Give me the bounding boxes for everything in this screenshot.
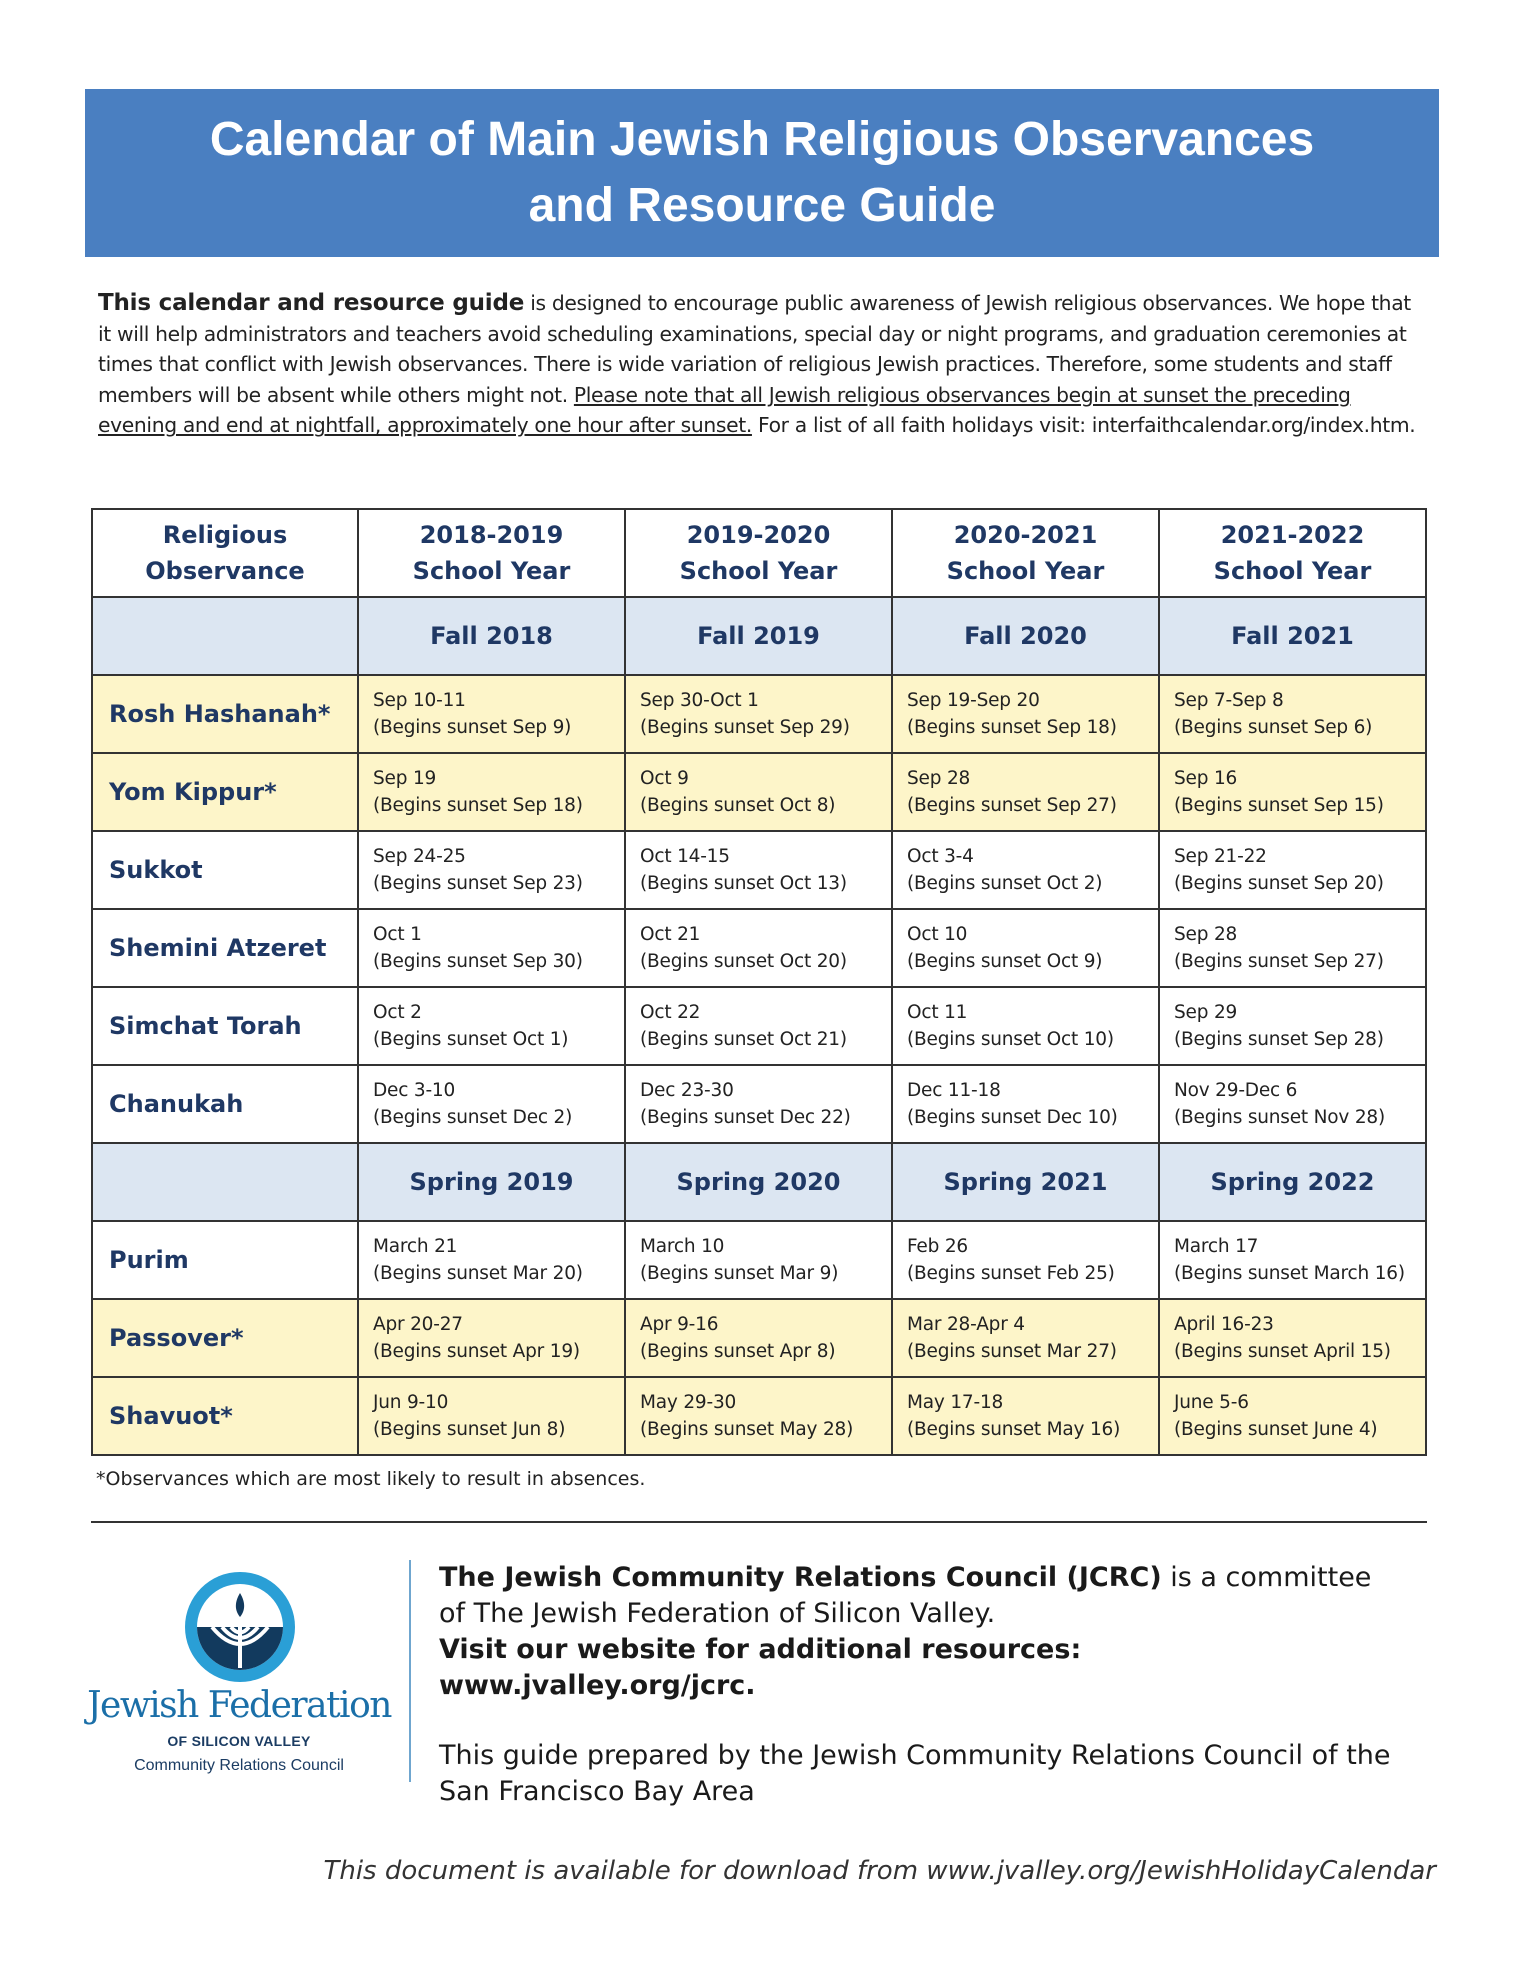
season-label: Fall 2018 (358, 597, 625, 675)
observance-begins: (Begins sunset Oct 9) (907, 951, 1103, 972)
observance-date-cell (1159, 1065, 1426, 1143)
observance-date-cell (625, 1299, 892, 1377)
header-observance-line: Observance (145, 557, 305, 585)
jcrc-description: is a committee of The Jewish Federation of Silicon Valley. (439, 1562, 1372, 1629)
observance-begins: (Begins sunset Mar 9) (640, 1263, 839, 1284)
title-banner (85, 89, 1439, 257)
table-row (92, 909, 1426, 987)
season-label: Fall 2021 (1159, 597, 1426, 675)
header-year-line: School Year (412, 557, 571, 585)
observance-begins: (Begins sunset Dec 2) (373, 1107, 573, 1128)
observance-dates: Oct 9 (640, 768, 689, 789)
season-label: Spring 2019 (358, 1143, 625, 1221)
observance-name: Yom Kippur* (92, 753, 358, 831)
season-label: Spring 2021 (892, 1143, 1159, 1221)
observance-begins: (Begins sunset Oct 10) (907, 1029, 1114, 1050)
observance-date-cell (1159, 831, 1426, 909)
observance-date-cell (1159, 1299, 1426, 1377)
observance-date-cell (892, 831, 1159, 909)
season-row-spring (92, 1143, 1426, 1221)
observance-begins: (Begins sunset June 4) (1174, 1419, 1378, 1440)
logo-wordmark: Jewish Federation (87, 1685, 391, 1726)
observance-dates: Oct 10 (907, 924, 968, 945)
observance-dates: Sep 16 (1174, 768, 1238, 789)
observance-begins: (Begins sunset Oct 1) (373, 1029, 569, 1050)
header-year-line: 2018-2019 (419, 521, 564, 549)
observance-dates: Dec 23-30 (640, 1080, 734, 1101)
header-year-line: School Year (1213, 557, 1372, 585)
table-row (92, 1221, 1426, 1299)
season-empty-cell (92, 597, 358, 675)
observance-name: Chanukah (92, 1065, 358, 1143)
menorah-circle-icon (84, 1565, 396, 1690)
observance-date-cell (625, 675, 892, 753)
observance-begins: (Begins sunset Sep 23) (373, 873, 583, 894)
header-year-line: School Year (679, 557, 838, 585)
observance-dates: Oct 21 (640, 924, 701, 945)
observance-date-cell (625, 987, 892, 1065)
observance-begins: (Begins sunset May 28) (640, 1419, 854, 1440)
season-label: Spring 2020 (625, 1143, 892, 1221)
observance-dates: Sep 24-25 (373, 846, 466, 867)
observance-begins: (Begins sunset Sep 18) (373, 795, 583, 816)
observance-dates: March 21 (373, 1236, 458, 1257)
logo-subtitle: OF SILICON VALLEY (167, 1733, 311, 1749)
observance-begins: (Begins sunset Mar 27) (907, 1341, 1117, 1362)
observance-date-cell (892, 909, 1159, 987)
observance-dates: Oct 14-15 (640, 846, 730, 867)
observance-begins: (Begins sunset Oct 21) (640, 1029, 847, 1050)
observance-date-cell (358, 909, 625, 987)
observance-name: Shavuot* (92, 1377, 358, 1455)
observance-begins: (Begins sunset Mar 20) (373, 1263, 583, 1284)
observance-date-cell (892, 1065, 1159, 1143)
footnote: *Observances which are most likely to result in absences. (96, 1468, 646, 1490)
observance-dates: Sep 30-Oct 1 (640, 690, 759, 711)
season-label: Fall 2020 (892, 597, 1159, 675)
observance-dates: Mar 28-Apr 4 (907, 1314, 1025, 1335)
footer-separator (409, 1560, 411, 1782)
header-year-line: 2021-2022 (1220, 521, 1365, 549)
jcrc-website[interactable]: Visit our website for additional resources: www.jvalley.org/jcrc. (439, 1634, 1082, 1701)
observance-date-cell (358, 1377, 625, 1455)
observance-dates: Apr 9-16 (640, 1314, 719, 1335)
observance-begins: (Begins sunset Sep 28) (1174, 1029, 1384, 1050)
title-line-1: Calendar of Main Jewish Religious Observances (209, 113, 1315, 166)
observance-dates: Sep 19 (373, 768, 437, 789)
table-row (92, 987, 1426, 1065)
observance-dates: Nov 29-Dec 6 (1174, 1080, 1298, 1101)
observance-name: Rosh Hashanah* (92, 675, 358, 753)
header-observance-line: Religious (162, 521, 288, 549)
observance-begins: (Begins sunset March 16) (1174, 1263, 1405, 1284)
observance-dates: June 5-6 (1174, 1392, 1249, 1413)
observance-dates: Feb 26 (907, 1236, 968, 1257)
observance-dates: Sep 21-22 (1174, 846, 1267, 867)
observance-dates: Oct 3-4 (907, 846, 974, 867)
observance-dates: Sep 28 (907, 768, 971, 789)
header-year-line: 2020-2021 (953, 521, 1098, 549)
observance-date-cell (892, 675, 1159, 753)
download-note: This document is available for download from www.jvalley.org/JewishHolidayCalendar (323, 1856, 1436, 1886)
observance-begins: (Begins sunset Sep 6) (1174, 717, 1373, 738)
header-school-year (358, 509, 625, 597)
observance-date-cell (358, 831, 625, 909)
jcrc-prepared-by: This guide prepared by the Jewish Community Relations Council of the San Francisco Bay Area (439, 1740, 1391, 1807)
observance-begins: (Begins sunset Nov 28) (1174, 1107, 1386, 1128)
observance-date-cell (1159, 753, 1426, 831)
observance-dates: March 17 (1174, 1236, 1259, 1257)
divider (91, 1521, 1427, 1523)
observance-date-cell (892, 1299, 1159, 1377)
observance-dates: Sep 29 (1174, 1002, 1238, 1023)
observance-dates: Oct 1 (373, 924, 422, 945)
observance-date-cell (1159, 1377, 1426, 1455)
header-year-line: School Year (946, 557, 1105, 585)
observance-date-cell (625, 909, 892, 987)
observance-date-cell (625, 831, 892, 909)
season-label: Fall 2019 (625, 597, 892, 675)
intro-text: is designed to encourage public awareness of Jewish religious observances. We hope that it will help administrators and teachers avoid scheduling examinations, special day or night programs, and graduation ceremonies at times that conflict with Jewish observances. There is wide variation of religious Jewish practices. Therefore, some students and staff members will be absent while others might not. (98, 291, 1411, 407)
observance-date-cell (1159, 909, 1426, 987)
intro-lead: This calendar and resource guide (98, 290, 525, 316)
observance-name: Purim (92, 1221, 358, 1299)
observance-dates: Sep 10-11 (373, 690, 466, 711)
table-row (92, 831, 1426, 909)
table-header-row (92, 509, 1426, 597)
observance-dates: Sep 19-Sep 20 (907, 690, 1040, 711)
observance-begins: (Begins sunset Oct 8) (640, 795, 836, 816)
observance-dates: Apr 20-27 (373, 1314, 463, 1335)
observance-date-cell (892, 987, 1159, 1065)
observance-name: Simchat Torah (92, 987, 358, 1065)
intro-paragraph (98, 288, 1418, 441)
observance-date-cell (358, 753, 625, 831)
observance-dates: Oct 22 (640, 1002, 701, 1023)
observance-dates: Jun 9-10 (373, 1392, 449, 1413)
observance-name: Sukkot (92, 831, 358, 909)
observance-begins: (Begins sunset Sep 27) (1174, 951, 1384, 972)
observance-dates: Dec 11-18 (907, 1080, 1001, 1101)
observance-dates: May 17-18 (907, 1392, 1004, 1413)
observance-date-cell (625, 1377, 892, 1455)
intro-sunset-note: Please note that all Jewish religious observances begin at sunset the preceding evening and end at nightfall, approximately one hour after sunset. (98, 382, 1351, 438)
table-row (92, 675, 1426, 753)
observance-dates: Dec 3-10 (373, 1080, 456, 1101)
observance-date-cell (1159, 675, 1426, 753)
observance-dates: April 16-23 (1174, 1314, 1274, 1335)
observance-date-cell (1159, 1221, 1426, 1299)
intro-tail: For a list of all faith holidays visit: interfaithcalendar.org/index.htm. (751, 413, 1416, 438)
observance-begins: (Begins sunset Apr 19) (373, 1341, 580, 1362)
observance-dates: Oct 11 (907, 1002, 968, 1023)
jewish-federation-logo (84, 1565, 396, 1785)
observance-begins: (Begins sunset Dec 10) (907, 1107, 1118, 1128)
observance-dates: Sep 28 (1174, 924, 1238, 945)
observance-begins: (Begins sunset Oct 2) (907, 873, 1103, 894)
observance-date-cell (358, 1221, 625, 1299)
season-row-fall (92, 597, 1426, 675)
observance-begins: (Begins sunset Sep 29) (640, 717, 850, 738)
observance-begins: (Begins sunset Sep 18) (907, 717, 1117, 738)
header-observance (92, 509, 358, 597)
header-school-year (1159, 509, 1426, 597)
table-row (92, 1299, 1426, 1377)
observance-date-cell (892, 1377, 1159, 1455)
observance-name: Passover* (92, 1299, 358, 1377)
season-empty-cell (92, 1143, 358, 1221)
table-row (92, 1377, 1426, 1455)
observance-begins: (Begins sunset Oct 13) (640, 873, 847, 894)
observance-begins: (Begins sunset Apr 8) (640, 1341, 836, 1362)
observance-begins: (Begins sunset Sep 9) (373, 717, 572, 738)
observance-date-cell (625, 1221, 892, 1299)
observance-date-cell (358, 987, 625, 1065)
observance-date-cell (1159, 987, 1426, 1065)
header-school-year (892, 509, 1159, 597)
observance-begins: (Begins sunset Jun 8) (373, 1419, 566, 1440)
header-year-line: 2019-2020 (686, 521, 831, 549)
observance-begins: (Begins sunset Oct 20) (640, 951, 847, 972)
observance-dates: March 10 (640, 1236, 725, 1257)
header-school-year (625, 509, 892, 597)
observance-begins: (Begins sunset Sep 20) (1174, 873, 1384, 894)
observance-date-cell (358, 1065, 625, 1143)
observance-dates: May 29-30 (640, 1392, 737, 1413)
observance-begins: (Begins sunset Sep 27) (907, 795, 1117, 816)
title-line-2: and Resource Guide (528, 179, 996, 232)
observance-date-cell (892, 1221, 1159, 1299)
observance-dates: Oct 2 (373, 1002, 422, 1023)
observance-date-cell (358, 1299, 625, 1377)
observance-begins: (Begins sunset Feb 25) (907, 1263, 1115, 1284)
observance-begins: (Begins sunset Dec 22) (640, 1107, 851, 1128)
season-label: Spring 2022 (1159, 1143, 1426, 1221)
observance-begins: (Begins sunset Sep 30) (373, 951, 583, 972)
observance-date-cell (892, 753, 1159, 831)
jcrc-info (439, 1560, 1399, 1810)
observance-date-cell (625, 753, 892, 831)
observance-name: Shemini Atzeret (92, 909, 358, 987)
observance-date-cell (358, 675, 625, 753)
observance-date-cell (625, 1065, 892, 1143)
observance-begins: (Begins sunset May 16) (907, 1419, 1121, 1440)
observance-dates: Sep 7-Sep 8 (1174, 690, 1284, 711)
jcrc-name: The Jewish Community Relations Council (JCRC) (439, 1562, 1162, 1593)
observance-begins: (Begins sunset April 15) (1174, 1341, 1391, 1362)
table-row (92, 1065, 1426, 1143)
observance-table (91, 508, 1427, 1456)
logo-council: Community Relations Council (134, 1757, 344, 1774)
table-row (92, 753, 1426, 831)
observance-begins: (Begins sunset Sep 15) (1174, 795, 1384, 816)
